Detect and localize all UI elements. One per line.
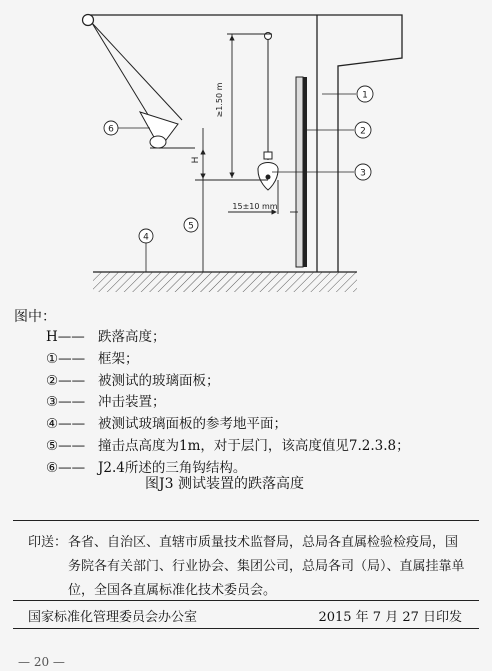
figure-caption: 图J3 测试装置的跌落高度	[145, 476, 304, 492]
legend-key: ①——	[46, 350, 86, 367]
legend-text: 被测试玻璃面板的参考地平面；	[98, 416, 287, 433]
legend-key: ③——	[46, 394, 86, 411]
divider-top	[13, 520, 479, 521]
legend-text: 冲击装置；	[98, 394, 166, 411]
legend-item	[46, 436, 410, 458]
legend-text: 撞击点高度为1m，对于层门，该高度值见7.2.3.8；	[98, 437, 410, 454]
legend-item	[46, 349, 410, 371]
dim-h-label: H	[191, 156, 201, 164]
legend-text: J2.4所述的三角钩结构。	[98, 459, 247, 476]
impact-device	[258, 152, 278, 190]
divider-bottom	[13, 628, 479, 629]
legend-heading: 图中：	[14, 309, 56, 325]
dim-height-min: ≥1.50 m	[215, 82, 224, 118]
distribution-label: 印送：	[28, 535, 68, 550]
legend-item	[46, 392, 410, 414]
issue-date: 2015 年 7 月 27 日印发	[318, 610, 462, 625]
legend-key: ⑥——	[46, 459, 86, 476]
divider-middle	[13, 600, 479, 601]
svg-text:5: 5	[188, 221, 194, 232]
legend-item	[46, 327, 410, 349]
legend-list	[46, 327, 410, 480]
legend-key: ②——	[46, 372, 86, 389]
legend-text: 框架；	[98, 350, 139, 367]
pivot-pin	[83, 15, 94, 26]
issuing-office: 国家标准化管理委员会办公室	[28, 610, 198, 625]
callout-4	[139, 229, 153, 243]
legend-key: ④——	[46, 416, 86, 433]
dim-offset: 15±10 mm	[232, 202, 278, 211]
callout-6	[104, 121, 118, 135]
dimension-lines	[150, 34, 298, 272]
svg-text:3: 3	[360, 168, 366, 179]
legend-text: 跌落高度；	[98, 329, 166, 345]
svg-text:1: 1	[362, 90, 368, 101]
legend-item	[46, 414, 410, 436]
legend-key: ⑤——	[46, 437, 86, 454]
svg-text:2: 2	[360, 126, 366, 137]
reference-ground	[93, 272, 357, 292]
callout-5	[184, 218, 198, 232]
distribution-text: 各省、自治区、直辖市质量技术监督局，总局各直属检验检疫局，国务院各有关部门、行业协会、集团公司，总局各司（局）、直属挂靠单位，全国各直属标准化技术委员会。	[68, 535, 465, 598]
callout-2	[355, 122, 371, 138]
drop-height-test-diagram	[0, 0, 492, 300]
suspension-lines	[92, 23, 268, 160]
callout-1	[357, 86, 373, 102]
triangle-hook-device	[140, 112, 178, 148]
distribution-list	[28, 531, 468, 603]
callout-3	[355, 164, 371, 180]
svg-text:4: 4	[143, 232, 149, 243]
page-number: — 20 —	[18, 655, 65, 669]
legend-text: 被测试的玻璃面板；	[98, 372, 220, 389]
svg-text:6: 6	[108, 124, 114, 135]
frame	[86, 15, 402, 272]
legend-key: H——	[46, 329, 85, 345]
legend-item	[46, 371, 410, 393]
